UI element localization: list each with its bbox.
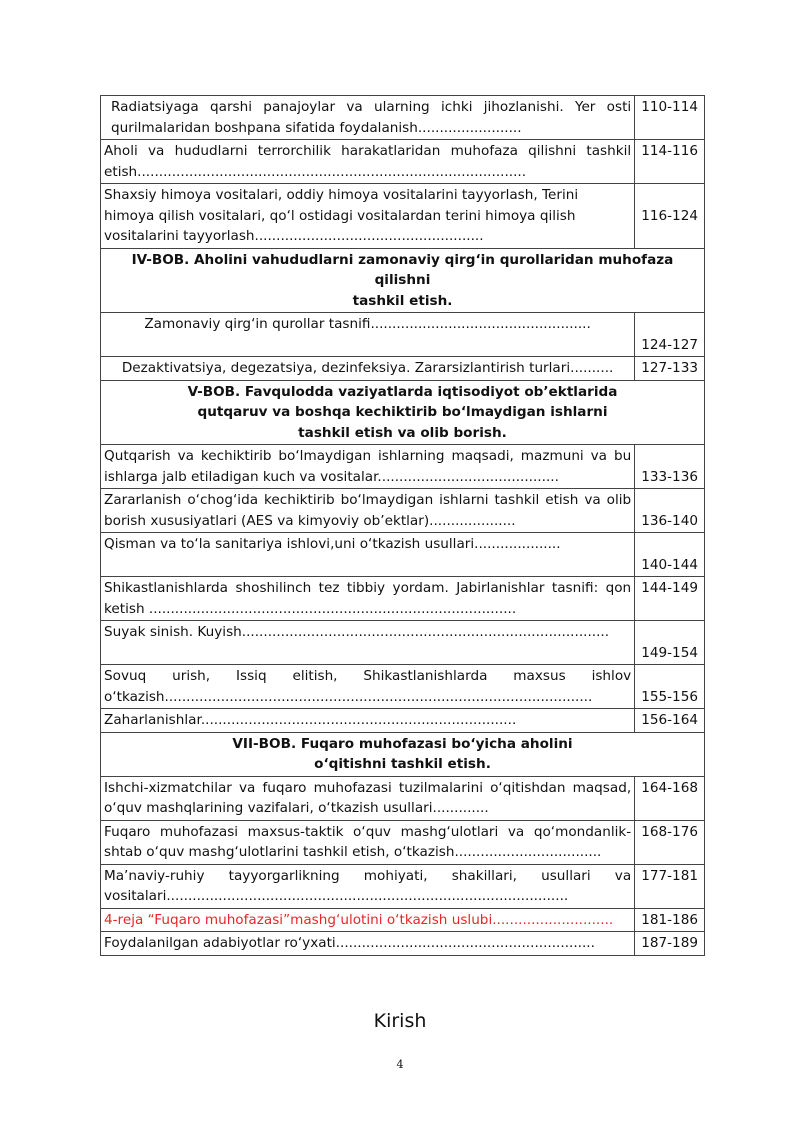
toc-row [101,357,705,381]
chapter-heading [101,380,705,445]
toc-pages: 116-124 [635,184,705,249]
toc-row [101,577,705,621]
toc-entry: Foydalanilgan adabiyotlar ro‘yxati............................................................ [101,932,635,956]
toc-entry: Shikastlanishlarda shoshilinch tez tibbiy yordam. Jabirlanishlar tasnifi: qon ketish ..................................................................................... [101,577,635,621]
chapter-heading-line: o‘qitishni tashkil etish. [314,756,491,772]
toc-entry: Qutqarish va kechiktirib bo‘lmaydigan ishlarning maqsadi, mazmuni va bu ishlarga jalb etiladigan kuch va vositalar.......................................... [101,445,635,489]
toc-pages: 156-164 [635,709,705,733]
toc-row [101,709,705,733]
page-number: 4 [396,1058,404,1071]
toc-row [101,864,705,908]
toc-row [101,820,705,864]
toc-pages: 164-168 [635,776,705,820]
toc-pages: 155-156 [635,665,705,709]
toc-row [101,445,705,489]
toc-row [101,489,705,533]
toc-row [101,533,705,577]
toc-row [101,140,705,184]
toc-pages: 177-181 [635,864,705,908]
toc-pages: 124-127 [635,313,705,357]
toc-pages: 127-133 [635,357,705,381]
toc-pages: 133-136 [635,445,705,489]
toc-pages: 114-116 [635,140,705,184]
chapter-heading [101,732,705,776]
toc-chapter-row [101,732,705,776]
toc-entry: Zaharlanishlar......................................................................... [101,709,635,733]
toc-entry: Zararlanish o‘chog‘ida kechiktirib bo‘lmaydigan ishlarni tashkil etish va olib borish xususiyatlari (AES va kimyoviy ob’ektlar).................... [101,489,635,533]
toc-pages: 110-114 [635,96,705,140]
toc-entry: Aholi va hududlarni terrorchilik harakatlaridan muhofaza qilishni tashkil etish.......................................................................................... [101,140,635,184]
toc-row [101,908,705,932]
toc-entry-highlighted: 4-reja “Fuqaro muhofazasi”mashg‘ulotini o‘tkazish uslubi............................ [101,908,635,932]
toc-entry: Suyak sinish. Kuyish..................................................................................... [101,621,635,665]
chapter-heading-line: VII-BOB. Fuqaro muhofazasi bo‘yicha aholini [232,735,573,752]
toc-entry: Qisman va to‘la sanitariya ishlovi,uni o‘tkazish usullari.................... [101,533,635,577]
toc-row [101,621,705,665]
toc-entry: Shaxsiy himoya vositalari, oddiy himoya vositalarini tayyorlash, Terini himoya qilish vositalari, qo‘l ostidagi vositalardan terini himoya qilish vositalarini tayyorlash..................................................... [101,184,635,249]
toc-chapter-row [101,248,705,313]
toc-row [101,313,705,357]
toc-row [101,184,705,249]
toc-entry: Radiatsiyaga qarshi panajoylar va ularning ichki jihozlanishi. Yer osti qurilmalaridan boshpana sifatida foydalanish........................ [101,96,635,140]
section-title-kirish: Kirish [373,1010,427,1032]
toc-pages: 181-186 [635,908,705,932]
toc-row [101,932,705,956]
toc-entry: Ishchi-xizmatchilar va fuqaro muhofazasi tuzilmalarini o‘qitishdan maqsad, o‘quv mashqlarining vazifalari, o‘tkazish usullari............. [101,776,635,820]
toc-chapter-row [101,380,705,445]
toc-pages: 144-149 [635,577,705,621]
table-of-contents [100,95,705,956]
chapter-heading-line: V-BOB. Favqulodda vaziyatlarda iqtisodiyot ob’ektlarida [187,383,618,400]
toc-pages: 149-154 [635,621,705,665]
toc-entry: Fuqaro muhofazasi maxsus-taktik o‘quv mashg‘ulotlari va qo‘mondanlik-shtab o‘quv mashg‘ulotlarini tashkil etish, o‘tkazish.................................. [101,820,635,864]
toc-row [101,665,705,709]
chapter-heading [101,248,705,313]
toc-entry: Zamonaviy qirg‘in qurollar tasnifi................................................... [101,313,635,357]
chapter-heading-line: tashkil etish va olib borish. [298,424,507,441]
toc-pages: 187-189 [635,932,705,956]
toc-row [101,776,705,820]
chapter-heading-line: qutqaruv va boshqa kechiktirib bo‘lmaydigan ishlarni [197,404,608,420]
toc-pages: 136-140 [635,489,705,533]
toc-entry: Ma’naviy-ruhiy tayyorgarlikning mohiyati, shakillari, usullari va vositalari............................................................................................. [101,864,635,908]
chapter-heading-line: tashkil etish. [352,292,453,309]
toc-entry: Sovuq urish, Issiq elitish, Shikastlanishlarda maxsus ishlov o‘tkazish................................................................................................... [101,665,635,709]
toc-entry: Dezaktivatsiya, degezatsiya, dezinfeksiya. Zararsizlantirish turlari.......... [101,357,635,381]
toc-row [101,96,705,140]
chapter-heading-line: IV-BOB. Aholini vahududlarni zamonaviy qirg‘in qurollaridan muhofaza qilishni [131,251,674,288]
toc-pages: 140-144 [635,533,705,577]
toc-pages: 168-176 [635,820,705,864]
